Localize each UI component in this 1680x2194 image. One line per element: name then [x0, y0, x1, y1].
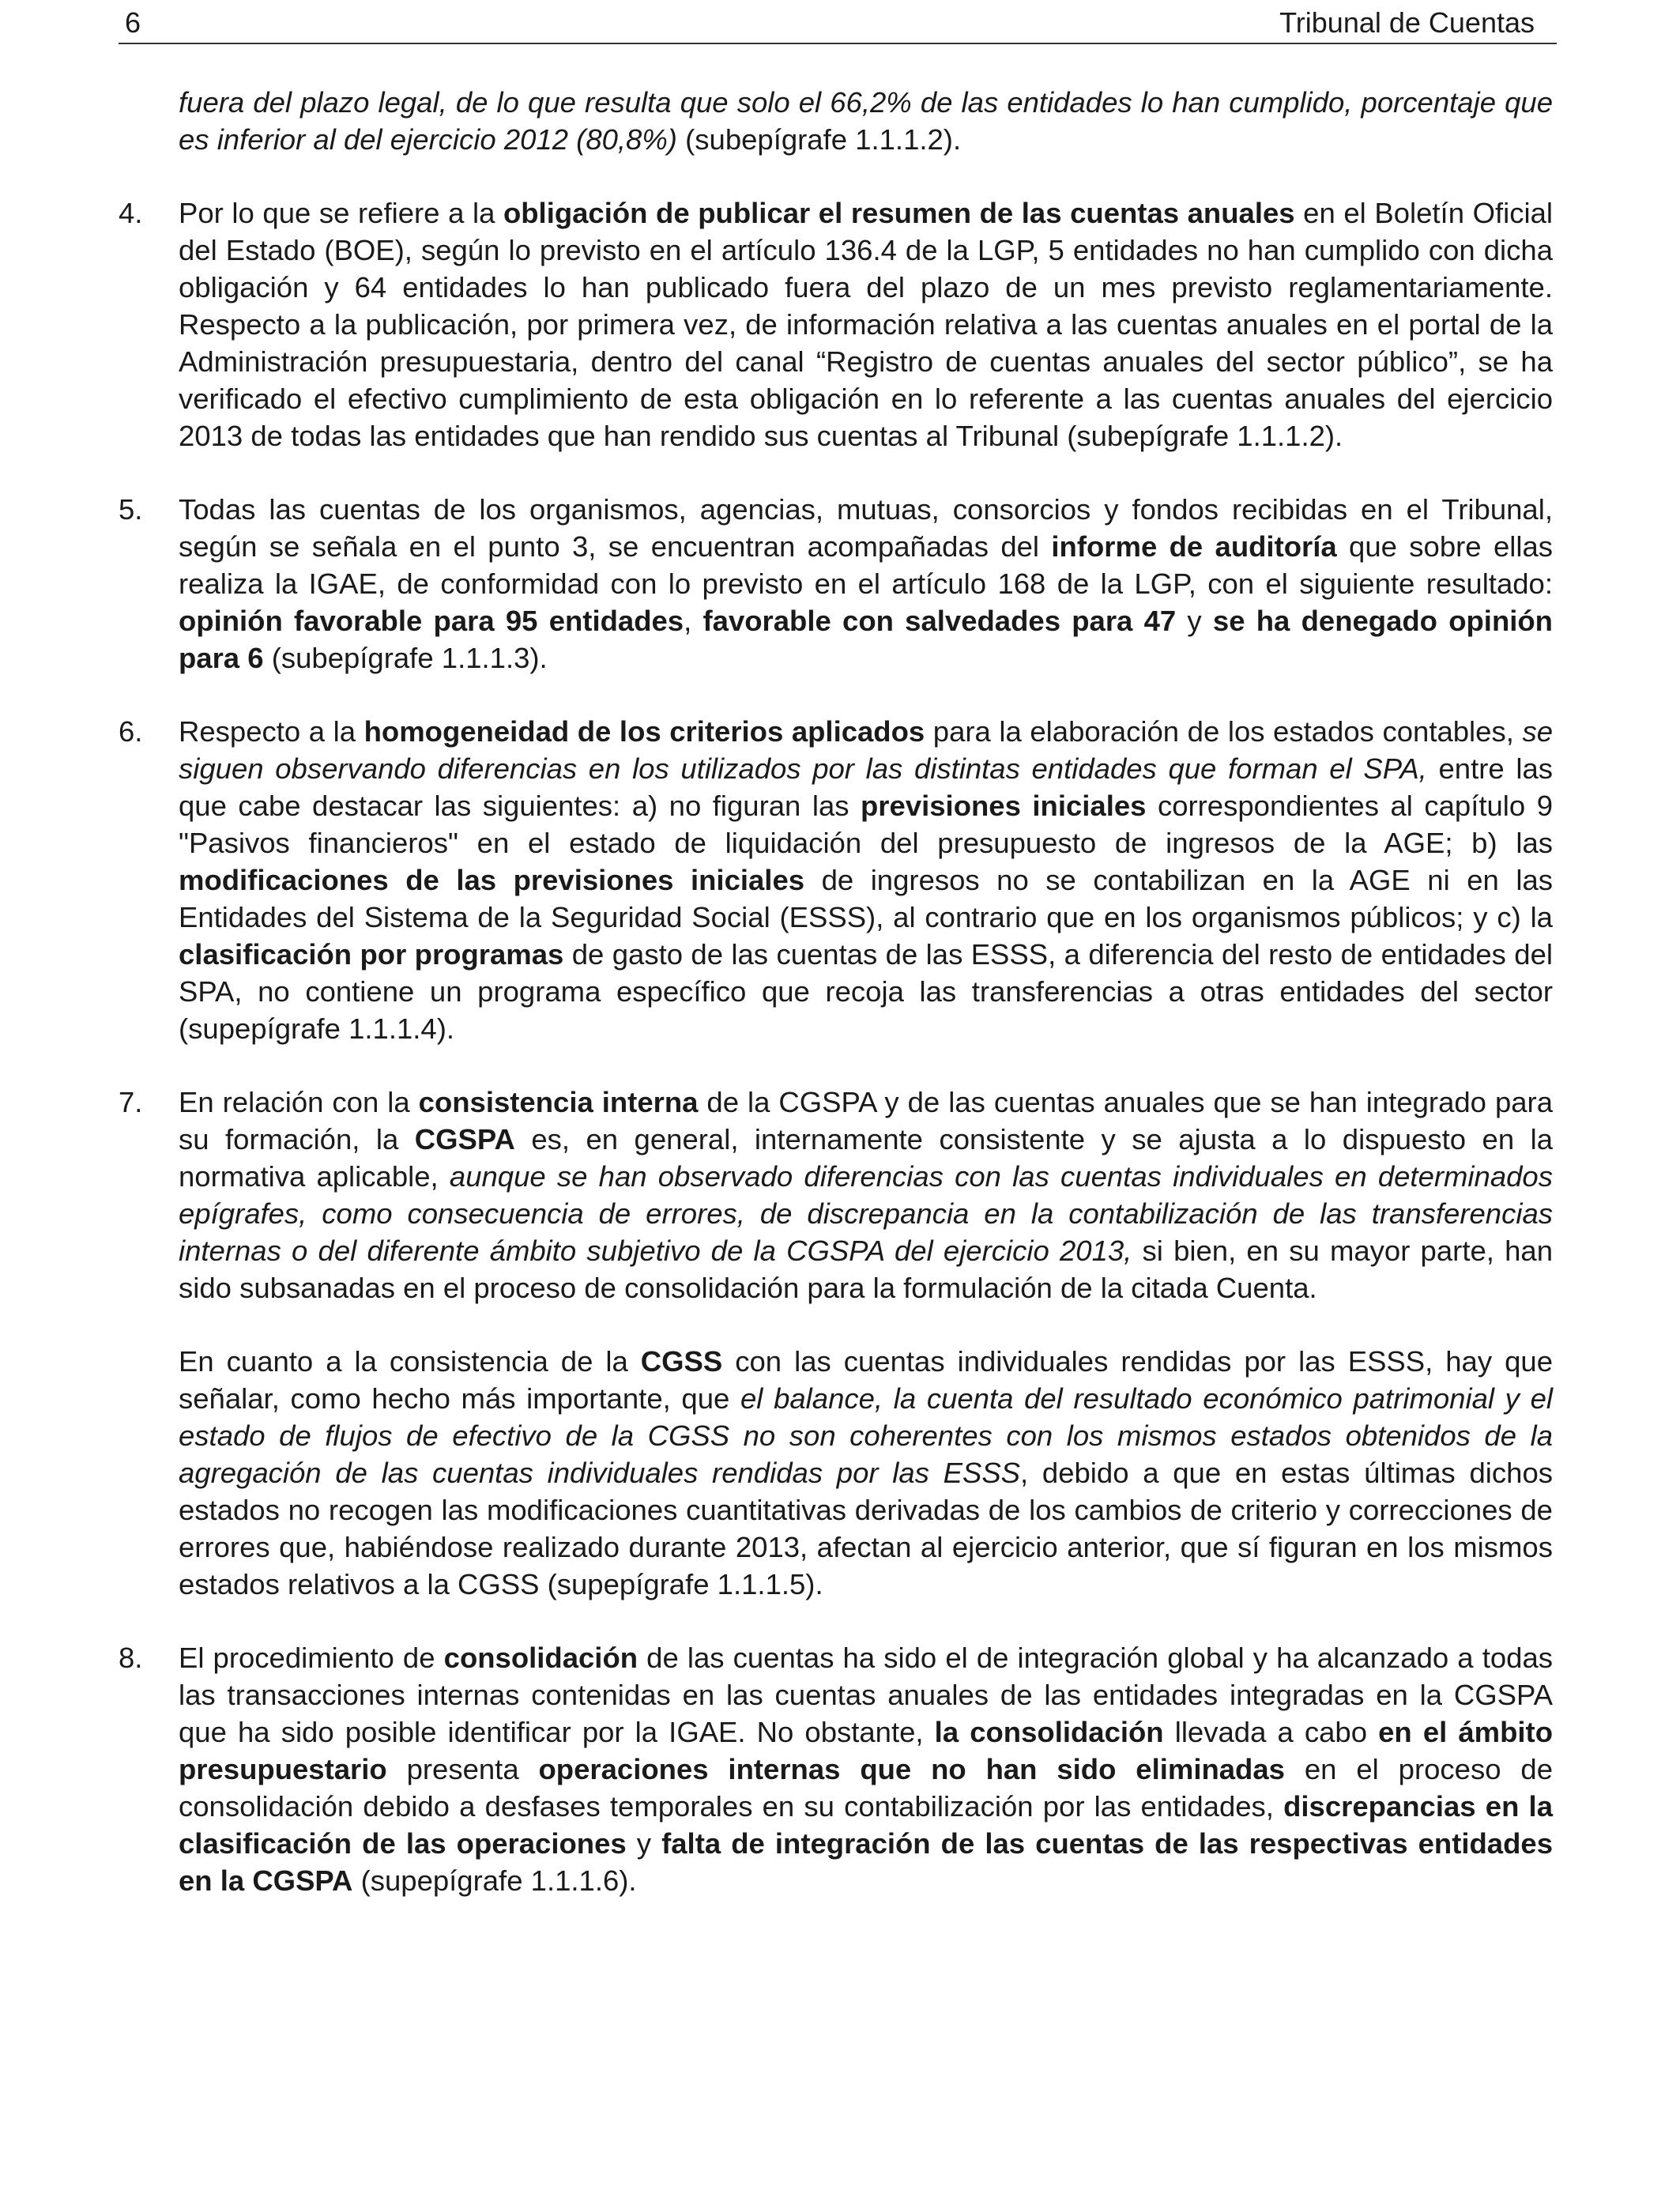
- bold-text: discrepancias en la clasificación de las operaciones: [179, 1790, 1553, 1860]
- bold-text: previsiones iniciales: [861, 790, 1147, 822]
- bold-text: falta de integración de las cuentas de las respectivas entidades en la CGSPA: [179, 1827, 1553, 1897]
- bold-text: se ha denegado opinión para 6: [179, 605, 1553, 674]
- italic-text: se siguen observando diferencias en los utilizados por las distintas entidades que forman el SPA,: [179, 715, 1553, 785]
- paragraph-8: El procedimiento de consolidación de las cuentas ha sido el de integración global y ha alcanzado a todas las transacciones internas contenidas en las cuentas anuales de las entidades integradas en la CGSPA que ha sido posible identificar por la IGAE. No obstante, la consolidación llevada a cabo en el ámbito presupuestario presenta operaciones internas que no han sido eliminadas en el proceso de consolidación debido a desfases temporales en su contabilización por las entidades, discrepancias en la clasificación de las operaciones y falta de integración de las cuentas de las respectivas entidades en la CGSPA (supepígrafe 1.1.1.6).: [179, 1642, 1553, 1897]
- list-item-7: [119, 1084, 1553, 1306]
- italic-text: fuera del plazo legal, de lo que resulta que solo el 66,2% de las entidades lo han cumplido, porcentaje que es inferior al del ejercicio 2012 (80,8%): [179, 86, 1553, 156]
- continued-paragraph: fuera del plazo legal, de lo que resulta que solo el 66,2% de las entidades lo han cumplido, porcentaje que es inferior al del ejercicio 2012 (80,8%) (subepígrafe 1.1.1.2).: [179, 86, 1553, 156]
- list-number: 7.: [119, 1086, 143, 1118]
- bold-text: favorable con salvedades para 47: [703, 605, 1177, 637]
- paragraph-5: Todas las cuentas de los organismos, agencias, mutuas, consorcios y fondos recibidas en el Tribunal, según se señala en el punto 3, se encuentran acompañadas del informe de auditoría que sobre ellas realiza la IGAE, de conformidad con lo previsto en el artículo 168 de la LGP, con el siguiente resultado: opinión favorable para 95 entidades, favorable con salvedades para 47 y se ha denegado opinión para 6 (subepígrafe 1.1.1.3).: [179, 493, 1554, 674]
- bold-text: clasificación por programas: [179, 938, 564, 971]
- page-number: 6: [125, 6, 141, 39]
- bold-text: operaciones internas que no han sido eliminadas: [538, 1753, 1285, 1785]
- bold-text: consolidación: [443, 1642, 638, 1674]
- bold-text: modificaciones de las previsiones iniciales: [179, 864, 805, 896]
- bold-text: CGSPA: [414, 1123, 515, 1155]
- bold-text: informe de auditoría: [1051, 530, 1337, 563]
- bold-text: CGSS: [640, 1345, 723, 1378]
- bold-text: opinión favorable para 95 entidades: [179, 605, 684, 637]
- running-title: Tribunal de Cuentas: [1279, 6, 1535, 39]
- bold-text: consistencia interna: [418, 1086, 699, 1118]
- bold-text: homogeneidad de los criterios aplicados: [363, 715, 925, 748]
- list-item-4: [119, 194, 1553, 454]
- list-number: 4.: [119, 197, 143, 229]
- paragraph-4: Por lo que se refiere a la obligación de publicar el resumen de las cuentas anuales en el Boletín Oficial del Estado (BOE), según lo previsto en el artículo 136.4 de la LGP, 5 entidades no han cumplido con dicha obligación y 64 entidades lo han publicado fuera del plazo de un mes previsto reglamentariamente. Respecto a la publicación, por primera vez, de información relativa a las cuentas anuales en el portal de la Administración presupuestaria, dentro del canal “Registro de cuentas anuales del sector público”, se ha verificado el efectivo cumplimiento de esta obligación en lo referente a las cuentas anuales del ejercicio 2013 de todas las entidades que han rendido sus cuentas al Tribunal (subepígrafe 1.1.1.2).: [179, 197, 1553, 452]
- list-item-6: [119, 713, 1553, 1047]
- italic-text: el balance, la cuenta del resultado económico patrimonial y el estado de flujos de efectivo de la CGSS no son coherentes con los mismos estados obtenidos de la agregación de las cuentas individuales rendidas por las ESSS: [179, 1382, 1553, 1489]
- list-item-5: [119, 491, 1553, 677]
- list-number: 8.: [119, 1642, 143, 1674]
- paragraph-7-continued: En cuanto a la consistencia de la CGSS con las cuentas individuales rendidas por las ESSS, hay que señalar, como hecho más importante, que el balance, la cuenta del resultado económico patrimonial y el estado de flujos de efectivo de la CGSS no son coherentes con los mismos estados obtenidos de la agregación de las cuentas individuales rendidas por las ESSS, debido a que en estas últimas dichos estados no recogen las modificaciones cuantitativas derivadas de los cambios de criterio y correcciones de errores que, habiéndose realizado durante 2013, afectan al ejercicio anterior, que sí figuran en los mismos estados relativos a la CGSS (supepígrafe 1.1.1.5).: [179, 1345, 1553, 1600]
- document-body: [119, 84, 1553, 1899]
- paragraph-7: En relación con la consistencia interna de la CGSPA y de las cuentas anuales que se han integrado para su formación, la CGSPA es, en general, internamente consistente y se ajusta a lo dispuesto en la normativa aplicable, aunque se han observado diferencias con las cuentas individuales en determinados epígrafes, como consecuencia de errores, de discrepancia en la contabilización de las transferencias internas o del diferente ámbito subjetivo de la CGSPA del ejercicio 2013, si bien, en su mayor parte, han sido subsanadas en el proceso de consolidación para la formulación de la citada Cuenta.: [179, 1086, 1554, 1304]
- list-item-8: [119, 1639, 1553, 1899]
- page-header: [119, 3, 1557, 44]
- bold-text: obligación de publicar el resumen de las cuentas anuales: [503, 197, 1295, 229]
- bold-text: en el ámbito presupuestario: [179, 1716, 1553, 1785]
- paragraph-6: Respecto a la homogeneidad de los criterios aplicados para la elaboración de los estados contables, se siguen observando diferencias en los utilizados por las distintas entidades que forman el SPA, entre las que cabe destacar las siguientes: a) no figuran las previsiones iniciales correspondientes al capítulo 9 "Pasivos financieros" en el estado de liquidación del presupuesto de ingresos de la AGE; b) las modificaciones de las previsiones iniciales de ingresos no se contabilizan en la AGE ni en las Entidades del Sistema de la Seguridad Social (ESSS), al contrario que en los organismos públicos; y c) la clasificación por programas de gasto de las cuentas de las ESSS, a diferencia del resto de entidades del SPA, no contiene un programa específico que recoja las transferencias a otras entidades del sector (supepígrafe 1.1.1.4).: [179, 715, 1554, 1045]
- list-number: 6.: [119, 715, 143, 748]
- italic-text: aunque se han observado diferencias con las cuentas individuales en determinados epígrafes, como consecuencia de errores, de discrepancia en la contabilización de las transferencias internas o del diferente ámbito subjetivo de la CGSPA del ejercicio 2013,: [179, 1160, 1553, 1267]
- list-number: 5.: [119, 493, 143, 526]
- bold-text: la consolidación: [934, 1716, 1164, 1748]
